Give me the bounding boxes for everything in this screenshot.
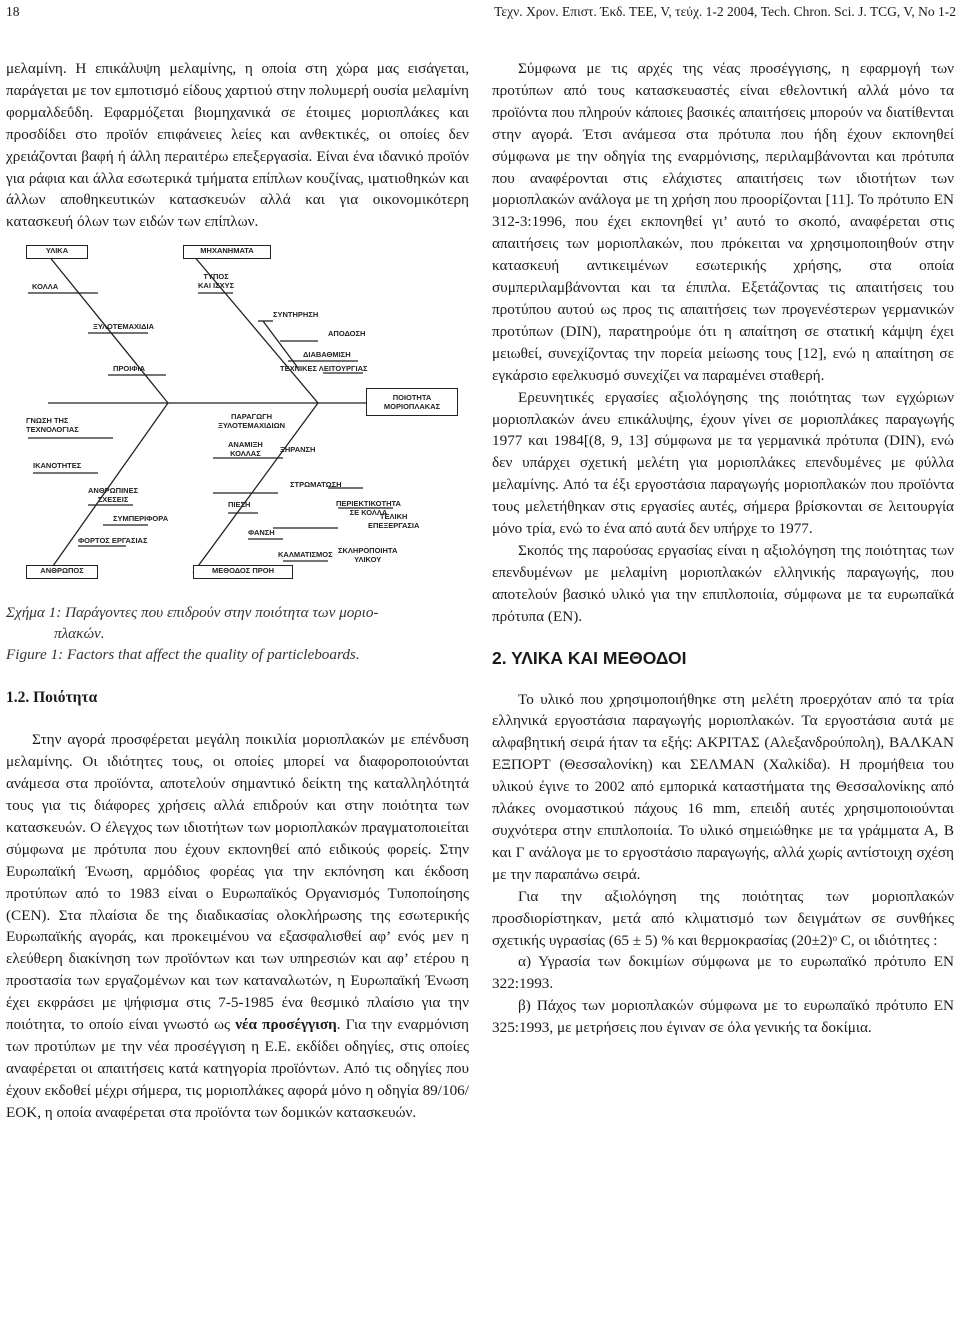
section-heading-quality: 1.2. Ποιότητα — [6, 689, 98, 707]
diagram-box-method: ΜΕΘΟΔΟΣ ΠΡΟΗ — [193, 565, 293, 579]
section-heading-materials-methods: 2. ΥΛΙΚΑ ΚΑΙ ΜΕΘΟΔΟΙ — [492, 647, 687, 668]
para2-text-start: Στην αγορά προσφέρεται μεγάλη ποικιλία μοριοπλακών με επένδυση μελαμίνης. Οι ιδιότητες τους, οι οποίες μπορεί να διαφοροποιούνται ανάμεσα στα προϊόντα, αποτελούν σημαντικό δείκτη της καταλληλότητά τους για τις διάφορες χρήσεις αλλά επιδρούν και στην ποιότητα των κατασκευών. Ο έλεγχος των ιδιοτήτων των μοριοπλακών πραγματοποιείται σύμφωνα με πρότυπα που έχουν εκπονηθεί από ειδικούς φορείς. Στην Ευρωπαϊκή Ένωση, αρμόδιος φορέας για την εκπόνηση και έκδοση προτύπων από το 1983 είναι ο Ευρωπαϊκός Οργανισμός Τυποποίησης (CEN). Στα πλαίσια δε της διαδικασίας ολοκλήρωσης της εσωτερικής Ευρωπαϊκής αγοράς, και προκειμένου να εξασφαλισθεί αφ’ ενός μεν η ελεύθερη διακίνηση των προϊόντων και των υπηρεσιών και αφ’ ετέρου η προστασία των εργαζομένων και των καταναλωτών, η Ευρωπαϊκή Ένωση έχει εκφράσει με ψήφισμα στις 7-5-1985 ένα θεσμικό πλαίσιο για την ποιότητα, το οποίο είναι γνωστό ως — [6, 731, 469, 1034]
diagram-label-efficiency: ΑΠΟΔΟΣΗ — [328, 329, 366, 339]
page-number: 18 — [6, 4, 20, 19]
diagram-label-layering: ΣΤΡΩΜΑΤΩΣΗ — [290, 480, 342, 490]
diagram-label-chip-production: ΠΑΡΑΓΩΓΗ ΞΥΛΟΤΕΜΑΧΙΔΙΩΝ — [218, 412, 286, 430]
right-paragraph-4: Το υλικό που χρησιμοποιήθηκε στη μελέτη προερχόταν από τα τρία ελληνικά εργοστάσια παραγωγής μοριοπλακών. Τα εργοστάσια αυτά με αλφαβητική σειρά ήταν τα εξής: ΑΚΡΙΤΑΣ (Αλεξανδρούπολη), ΒΑΛΚΑΝ ΕΞΠΟΡΤ (Θεσσαλονίκη) και ΣΕΛΜΑΝ (Χαλκίδα). Η προμήθεια του υλικού έγινε το 2002 από εμπορικά καταστήματα της Θεσσαλονίκης από πλάκες ονομαστικού πάχους 16 mm, επειδή αυτές χρησιμοποιούνται συχνότερα στην επιπλοποιία. Το υλικό σημειώθηκε με τα γράμματα Α, Β και Γ ανάλογα με το εργοστάσιο παραγωγής, αλλά χωρίς αντίστοιχη σχέση με την παραπάνω σειρά. — [492, 690, 954, 883]
diagram-label-operation: ΤΕΧΝΙΚΕΣ ΛΕΙΤΟΥΡΓΙΑΣ — [280, 364, 368, 374]
diagram-box-human: ΑΝΘΡΩΠΟΣ — [26, 565, 98, 579]
diagram-box-quality: ΠΟΙΟΤΗΤΑ ΜΟΡΙΟΠΛΑΚΑΣ — [366, 388, 458, 416]
left-paragraph-2 — [6, 729, 469, 1123]
right-paragraph-3: Σκοπός της παρούσας εργασίας είναι η αξιολόγηση της ποιότητας των επενδυμένων με μελαμίνη μοριοπλακών ελληνικής παραγωγής, που αποτελούν βασικό υλικό για την επιπλοποιία, σύμφωνα με τα ευρωπαϊκά πρότυπα (EN). — [492, 541, 954, 625]
right-paragraph-7: β) Πάχος των μοριοπλακών σύμφωνα με το ευρωπαϊκό πρότυπο EN 325:1993, με μετρήσεις που έγιναν σε όλα γενικής τα δοκίμια. — [492, 997, 954, 1037]
figure-caption — [6, 602, 469, 665]
para2-text-end: . Για την εναρμόνιση των προτύπων με την νέα προσέγγιση η Ε.Ε. εκδίδει οδηγίες, στις οποίες αναφέρεται οι απαιτήσεις κατά κατηγορία προϊόντων. Από τις οδηγίες που έχουν εκδοθεί μέχρι σήμερα, τις μοριοπλάκες αφορά μόνο η οδηγία 89/106/ΕΟΚ, η οποία αναφέρεται στα προϊόντα των δομικών κατασκευών. — [6, 1016, 469, 1121]
right-paragraph-5: Για την αξιολόγηση της ποιότητας των μοριοπλακών προσδιορίστηκαν, μετά από κλιματισμό των δειγμάτων σε συνθήκες σχετικής υγρασίας (65 ± 5) % και θερμοκρασίας (20±2)ᵒ C, οι ιδιότητες : — [492, 887, 954, 949]
diagram-label-maintenance: ΣΥΝΤΗΡΗΣΗ — [273, 310, 319, 320]
diagram-label-fansi: ΦΑΝΣΗ — [248, 528, 275, 538]
caption-greek-line-1: Σχήμα 1: Παράγοντες που επιδρούν στην ποιότητα των μοριο- — [6, 604, 379, 622]
diagram-label-knowledge: ΓΝΩΣΗ ΤΗΣ ΤΕΧΝΟΛΟΓΙΑΣ — [26, 416, 79, 434]
diagram-label-human-relations: ΑΝΘΡΩΠΙΝΕΣ ΣΧΕΣΕΙΣ — [88, 486, 139, 504]
diagram-label-glue-mixing: ΑΝΑΜΙΞΗ ΚΟΛΛΑΣ — [228, 440, 263, 458]
diagram-label-behavior: ΣΥΜΠΕΡΙΦΟΡΑ — [113, 514, 169, 524]
diagram-label-calibrating: ΚΑΛΜΑΤΙΣΜΟΣ — [278, 550, 333, 560]
diagram-label-drying: ΞΗΡΑΝΣΗ — [280, 445, 316, 455]
diagram-label-proifia: ΠΡΟΙΦΙΑ — [113, 364, 145, 374]
left-column — [6, 58, 469, 1124]
diagram-box-materials: ΥΛΙΚΑ — [26, 245, 88, 259]
left-paragraph-1: μελαμίνη. Η επικάλυψη μελαμίνης, η οποία στη χώρα μας εισάγεται, παράγεται με τον εμποτισμό είδους χαρτιού στην πολυμερή ουσία μελαμίνη φορμαλδεΰδη. Εφαρμόζεται βιομηχανικά σε έτοιμες μοριοπλάκες και προσδίδει στο προϊόν επιφάνειες λείες και ανθεκτικές, οι οποίες δεν χρειάζονται βαφή ή άλλη περαιτέρω επεξεργασία. Είναι ένα ιδανικό προϊόν για ράφια και άλλα εσωτερικά τμήματα επίπλων κουζίνας, ιματιοθηκών και άλλων αποθηκευτικών κατασκευών αλλά και για οικονομικότερη κατασκευή όλων των ειδών των επίπλων. — [6, 60, 469, 231]
diagram-label-abilities: ΙΚΑΝΟΤΗΤΕΣ — [33, 461, 82, 471]
diagram-label-glue: ΚΟΛΛΑ — [32, 282, 59, 292]
diagram-label-type-power: ΤΥΠΟΣ ΚΑΙ ΙΣΧΥΣ — [198, 272, 235, 290]
diagram-box-machines: ΜΗΧΑΝΗΜΑΤΑ — [183, 245, 271, 259]
diagram-label-workload: ΦΟΡΤΟΣ ΕΡΓΑΣΙΑΣ — [78, 536, 148, 546]
right-paragraph-6: α) Υγρασία των δοκιμίων σύμφωνα με το ευρωπαϊκό πρότυπο EN 322:1993. — [492, 953, 954, 993]
right-paragraph-2: Ερευνητικές εργασίες αξιολόγησης της ποιότητας των εγχώριων μοριοπλακών άνευ επικάλυψης, έχουν γίνει σε μοριοπλάκες παραγωγής 1977 και 1984[(8, 9, 13] σύμφωνα με τα γερμανικά πρότυπα (DIN), ενώ δεν υπάρχει σχετική μελέτη για μοριοπλάκες επενδυμένες με φύλλα μελαμίνης. Από τα έξι εργοστάσια παραγωγής μοριοπλακών που προϊόντα τους μελετήθηκαν στις εργασίες αυτές, σήμερα βρίσκονται σε λειτουργία μόνο τρία, ενώ το ένα από αυτά δεν υπήρχε το 1977. — [492, 388, 954, 538]
journal-citation: Τεχν. Χρον. Επιστ. Έκδ. ΤΕΕ, V, τεύχ. 1-2 2004, Tech. Chron. Sci. J. TCG, V, No 1-2 — [494, 4, 956, 19]
diagram-label-calibration: ΔΙΑΒΑΘΜΙΣΗ — [303, 350, 351, 360]
diagram-label-chips: ΞΥΛΟΤΕΜΑΧΙΔΙΑ — [93, 322, 155, 332]
fishbone-diagram — [18, 243, 463, 588]
running-header — [0, 0, 960, 24]
diagram-label-hardener: ΣΚΛΗΡΟΠΟΙΗΤΑ ΥΛΙΚΟΥ — [338, 546, 398, 564]
diagram-label-finishing: ΤΕΛΙΚΗ ΕΠΕΞΕΡΓΑΣΙΑ — [368, 512, 420, 530]
diagram-label-glue-content: ΠΕΡΙΕΚΤΙΚΟΤΗΤΑ ΣΕ ΚΟΛΛΑ — [336, 499, 401, 517]
caption-english: Figure 1: Factors that affect the quality of particleboards. — [6, 646, 360, 664]
right-paragraph-1: Σύμφωνα με τις αρχές της νέας προσέγγισης, η εφαρμογή των προτύπων από τους κατασκευαστές είναι εθελοντική αλλά μόνο τα προϊόντα που πληρούν κάποιες βασικές απαιτήσεις μπορούν να διατίθενται στην αγορά. Έτσι ανάμεσα στα πρότυπα που ήδη έχουν εκπονηθεί σύμφωνα με την οδηγία της εναρμόνισης, περιλαμβάνονται και πρότυπα που αναφέρονται στις ελάχιστες απαιτήσεις των ιδιοτήτων των μοριοπλακών ανάλογα με τη χρήση που προορίζονται [11]. Το πρότυπο EN 312-3:1996, που έχει εκπονηθεί γι’ αυτό το σκοπό, αναφέρεται στις απαιτήσεις των μοριοπλακών, που πρόκειται να χρησιμοποιηθούν στην κατασκευή αντικειμένων εσωτερικής χρήσης, στα οποία συμπεριλαμβάνονται και τα έπιπλα. Εξετάζοντας τις απαιτήσεις του προτύπου αυτού ως προς τις απαιτήσεις των προγενέστερων γερμανικών προτύπων (DIN), παρατηρούμε ότι η απαίτηση σε στατική κάμψη έχει μειωθεί, συνεχίζοντας την πορεία μείωσης τους [12], ενώ η απαίτηση σε εγκάρσιο εφελκυσμό συνεχίζει να παραμένει σταθερή. — [492, 60, 954, 384]
caption-greek-line-2: πλακών. — [54, 625, 105, 643]
right-column — [492, 58, 954, 1039]
diagram-label-pressing: ΠΙΕΣΗ — [228, 500, 251, 510]
para2-bold-term: νέα προσέγγιση — [235, 1016, 337, 1034]
